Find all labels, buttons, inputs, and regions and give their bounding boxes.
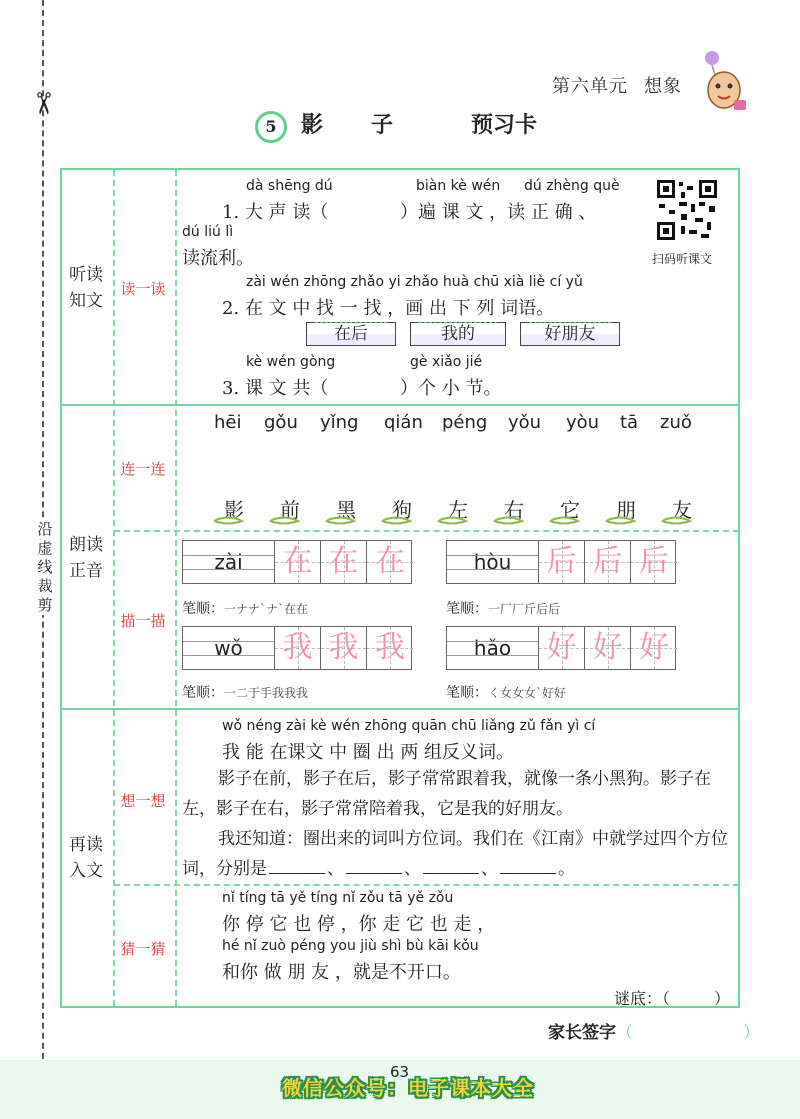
stroke-label: 笔顺：	[446, 601, 488, 617]
task2-pinyin: zài wén zhōng zhǎo yi zhǎo huà chū xià liè cí yǔ	[246, 274, 583, 290]
riddle-answer-close: ）	[713, 989, 730, 1008]
trace-grid-hou	[446, 540, 676, 584]
riddle-answer-label: 谜底：（	[613, 989, 670, 1008]
task1-pinyin-c: dú zhèng què	[524, 178, 620, 194]
stroke-order-zai	[182, 598, 308, 618]
activity-guess: 猜一猜	[120, 940, 166, 958]
think-paragraph-2-text: 我还知道：圈出来的词叫方位词。我们在《江南》中就学过四个方位词，分别是	[182, 829, 728, 879]
trace-cell[interactable]: 在	[275, 541, 321, 583]
trace-cell[interactable]: 好	[631, 627, 677, 669]
stroke-sequence: 一二于手我我我	[224, 686, 309, 700]
unit-name: 第六单元	[552, 76, 628, 97]
stroke-sequence: 一ナナ`ナ`在在	[224, 602, 309, 616]
task3-pinyin-a: kè wén gòng	[246, 354, 336, 370]
think-pinyin: wǒ néng zài kè wén zhōng quān chū liǎng zǔ fǎn yì cí	[222, 718, 596, 734]
think-paragraph-2	[182, 824, 732, 884]
connect-pinyin-3: yǐng	[320, 412, 359, 433]
connect-pinyin-4: qián	[384, 412, 423, 433]
section-reread: 再读入文	[69, 835, 103, 881]
section-divider-1	[61, 404, 739, 406]
think-paragraph-1: 影子在前，影子在后，影子常常跟着我，就像一条小黑狗。影子在左，影子在右，影子常常陪着我，它是我的好朋友。	[182, 769, 711, 819]
trace-cell[interactable]: 在	[367, 541, 413, 583]
unit-label	[552, 72, 682, 98]
connect-char-8: 朋	[616, 498, 636, 522]
connect-pinyin-6: yǒu	[508, 412, 542, 433]
period: 。	[558, 859, 575, 879]
paren-open: （	[616, 1023, 633, 1043]
trace-cell[interactable]: 后	[539, 541, 585, 583]
stroke-order-wo	[182, 682, 308, 702]
qr-caption: 扫码听课文	[652, 252, 713, 266]
page-number: 63	[390, 1063, 410, 1081]
wechat-banner: 微信公众号：电子课本大全	[282, 1076, 534, 1100]
trace-cell[interactable]: 在	[321, 541, 367, 583]
connect-char-6: 右	[504, 498, 524, 522]
stroke-order-hou	[446, 598, 560, 618]
section-read-correct: 朗读正音	[69, 535, 103, 581]
word-chip-3: 好朋友	[520, 322, 620, 346]
lesson-title	[255, 108, 537, 143]
connect-char-4: 狗	[392, 498, 412, 522]
trace-cell[interactable]: 后	[585, 541, 631, 583]
connect-char-1: 影	[224, 498, 244, 522]
answer-blank-3[interactable]	[423, 872, 479, 874]
task1-pinyin-b: biàn kè wén	[416, 178, 501, 194]
task1-pinyin-a: dà shēng dú	[246, 178, 333, 194]
word-chip-1: 在后	[306, 322, 396, 346]
trace-grid-zai	[182, 540, 412, 584]
trace-cell[interactable]: 好	[585, 627, 631, 669]
activity-think: 想一想	[120, 792, 166, 810]
trace-cell[interactable]: 我	[367, 627, 413, 669]
stroke-sequence: 一厂厂斤后后	[488, 602, 561, 616]
unit-theme: 想象	[644, 76, 682, 97]
trace-cell[interactable]: 我	[275, 627, 321, 669]
task3-text-b: ）个 小 节。	[400, 378, 502, 399]
answer-blank-2[interactable]	[346, 872, 402, 874]
lesson-char-1: 影	[301, 112, 324, 138]
connect-pinyin-7: yòu	[566, 412, 600, 433]
qr-code-icon[interactable]	[655, 178, 719, 242]
stroke-label: 笔顺：	[446, 685, 488, 701]
connect-pinyin-5: péng	[442, 412, 488, 433]
mascot-icon	[690, 48, 750, 118]
connect-pinyin-9: zuǒ	[660, 412, 692, 433]
connect-char-5: 左	[448, 498, 468, 522]
trace-pinyin-hou: hòu	[447, 541, 539, 583]
trace-pinyin-hao: hǎo	[447, 627, 539, 669]
parent-signature-label: 家长签字	[548, 1023, 616, 1043]
connect-char-2: 前	[280, 498, 300, 522]
riddle-pinyin-1: nǐ tíng tā yě tíng nǐ zǒu tā yě zǒu	[222, 890, 454, 906]
task1-text-c: 读流利。	[182, 248, 254, 269]
riddle-pinyin-2: hé nǐ zuò péng you jiù shì bù kāi kǒu	[222, 938, 479, 954]
separator: 、	[404, 859, 421, 879]
answer-blank-4[interactable]	[500, 872, 556, 874]
column-divider-2	[175, 170, 177, 1006]
trace-grid-hao	[446, 626, 676, 670]
separator: 、	[327, 859, 344, 879]
task1-text-a: 1. 大 声 读（	[222, 202, 329, 223]
trace-cell[interactable]: 好	[539, 627, 585, 669]
task3-text-a: 3. 课 文 共（	[222, 378, 329, 399]
separator: 、	[481, 859, 498, 879]
activity-trace: 描一描	[120, 612, 166, 630]
scissors-icon: ✂	[25, 90, 61, 117]
activity-divider-2	[114, 884, 739, 886]
riddle-line-2: 和你 做 朋 友 ，就是不开口。	[222, 962, 461, 983]
trace-pinyin-zai: zài	[183, 541, 275, 583]
stroke-sequence: く女女女`好好	[488, 686, 567, 700]
parent-signature	[548, 1018, 760, 1043]
task2-text: 2. 在 文 中 找 一 找 ，画 出 下 列 词语。	[222, 298, 555, 319]
think-prompt: 我 能 在课文 中 圈 出 两 组反义词。	[222, 742, 515, 763]
trace-pinyin-wo: wǒ	[183, 627, 275, 669]
answer-blank-1[interactable]	[269, 872, 325, 874]
preview-card-label: 预习卡	[471, 112, 538, 138]
task3-pinyin-b: gè xiǎo jié	[410, 354, 483, 370]
lesson-char-2: 子	[371, 112, 394, 138]
connect-char-3: 黑	[336, 498, 356, 522]
riddle-line-1: 你 停 它 也 停 ，你 走 它 也 走 ，	[222, 914, 496, 935]
stroke-label: 笔顺：	[182, 601, 224, 617]
connect-pinyin-8: tā	[620, 412, 639, 433]
task1-text-b: ）遍 课 文 ，读 正 确 、	[400, 202, 597, 223]
stroke-order-hao	[446, 682, 566, 702]
section-divider-2	[61, 708, 739, 710]
cut-instruction: 沿虚线裁剪	[34, 520, 56, 615]
column-divider-1	[113, 170, 115, 1006]
leaf-decorations	[214, 516, 694, 526]
stroke-label: 笔顺：	[182, 685, 224, 701]
activity-read: 读一读	[120, 280, 166, 298]
activity-divider-1	[114, 530, 739, 532]
trace-grid-wo	[182, 626, 412, 670]
trace-cell[interactable]: 我	[321, 627, 367, 669]
lesson-number-badge: 5	[255, 111, 287, 143]
paren-close: ）	[743, 1023, 760, 1043]
section-listen: 听读知文	[69, 265, 103, 311]
connect-pinyin-2: gǒu	[264, 412, 298, 433]
riddle-answer	[614, 986, 730, 1009]
activity-connect: 连一连	[120, 460, 166, 478]
connect-char-7: 它	[560, 498, 580, 522]
word-chip-2: 我的	[410, 322, 506, 346]
trace-cell[interactable]: 后	[631, 541, 677, 583]
connect-pinyin-1: hēi	[214, 412, 242, 433]
connect-char-9: 友	[672, 498, 692, 522]
task1-pinyin-d: dú liú lì	[182, 224, 234, 240]
